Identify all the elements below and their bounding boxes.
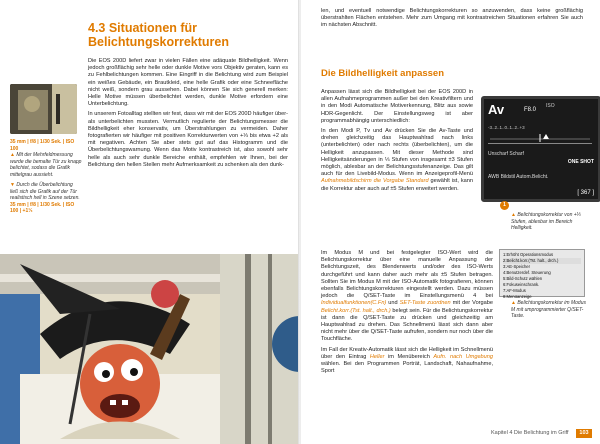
menu-item-2: 2:Belicht.korr.(Tst. halt., drch.): [503, 258, 581, 264]
right-lower-text: [321, 250, 493, 378]
right-intro-text: len, und eventuell notwendige Belichtungskorrekturen so anzuwenden, dass keine großflächig überstrahlten Flächen entstehen. Mehr zum Umgang mit kontrastreichen Situationen erfahren Sie auch im nächsten Abschnitt.: [321, 8, 583, 29]
caption-2-text: Durch die Überbelichtung ließ sich die Grafik auf der Tür realistisch hell in Szene setzen.: [10, 182, 80, 202]
camera-af-mode: ONE SHOT: [567, 159, 594, 165]
menu-item-7: 7:AF-Modus: [503, 288, 526, 293]
camera-focus-labels: Unscharf Scharf: [488, 151, 524, 157]
menu-caption: ▲ Belichtungskorrektur im Modus M mit umprogrammierter Q/SET-Taste.: [511, 300, 586, 320]
caption-1-text: Mit der Mehrfeldmessung wurde die bemalte Tür zu knapp belichtet, sodass die Grafik mittelgrau aussieht.: [10, 152, 82, 178]
exposure-scale-text: -3..2..1..0..1..2..+3: [488, 125, 525, 130]
right-paragraph-2: In den Modi P, Tv und Av drücken Sie die Av-Taste und drehen gleichzeitig das Hauptwahlrad nach links (unterbelichten) oder nach rechts (überbelichten), um die Helligkeit anzupassen. Mit dieser Methode sind Helligkeitsänderungen in ⅓ Stufen von insgesamt ±3 Stufen möglich, ablesbar an der Belichtungsstufenanzeige. Das gilt auch für den Livebild-Modus. Wenn im Anzeigeprofil-Menü Aufnahmebildschirm die Vorgabe Standard gewählt ist, kann die Korrektur aber auch auf ±5 Stufen erweitert werden.: [321, 128, 473, 192]
callout-badge: 1: [500, 201, 509, 210]
caption-1-exif: 35 mm | f/8 | 1/30 Sek. | ISO 100: [10, 139, 75, 152]
menu-item-8: 8:Menüanzeige: [503, 294, 532, 299]
right-paragraph-3: Im Modus M und bei festgelegter ISO-Wert wird die Belichtungskorrektur über eine manuelle Anpassung der Belichtungszeit, des Blendenwerts und/oder des ISO-Werts durchgeführt und kann daher auch mehr als ±5 Stufen betragen. Sollten Sie im Modus M mit der ISO-Automatik fotografieren, können ebenfalls Belichtungskorrekturen eingestellt werden. Dazu müssen jedoch die Q/SET-Taste im Einstellungsmenü 4 bei Individualfunktionen(C.Fn) und SET-Taste zuordnen mit der Vorgabe Belicht.korr.(Tst. halt., drch.) belegt sein. Für die Belichtungskorrektur ist dann die Q/SET-Taste zu drücken und gleichzeitig am Hauptwahlrad zu drehen. Das Schnellmenü lässt sich dann aber nicht mehr über die Q/SET-Taste aufrufen, sondern nur noch über die Touchfläche.: [321, 250, 494, 343]
left-page: [0, 0, 299, 444]
page-number: 103: [576, 429, 592, 438]
caption-2-exif: 35 mm | f/8 | 1/30 Sek. | ISO 100 | +1⅓: [10, 201, 75, 215]
menu-item-6: 6:Fokuseinschrank.: [503, 282, 540, 287]
camera-mode-av: Av: [488, 102, 505, 117]
subheading: Die Bildhelligkeit anpassen: [321, 68, 445, 79]
left-paragraph-1: Die EOS 200D liefert zwar in vielen Fällen eine adäquate Bildhelligkeit. Wenn jedoch großflächig sehr helle oder dunkle Motive vors Objektiv geraten, kann es zu Fehlbelichtungen kommen. Eine Eingriff in die Belichtung wird zum Beispiel ein weißes Gebäude, ein Brautkleid, eine helle Grafik oder eine Schneefläche nicht weiß, sondern grau aussehen. Dabei können Sie sich generell merken: Helle Motive müssen überbelichtet werden, dunkle Motive erfordern eine Unterbelichtung.: [88, 58, 288, 108]
camera-iso-label: ISO: [546, 103, 555, 109]
right-paragraph-4: Im Fall der Kreativ-Automatik lässt sich die Helligkeit im Schnellmenü über den Eintrag Heller im Menübereich Aufn. nach Umgebung wählen. Bei den Programmen Porträt, Landschaft, Nahaufnahme, Sport: [321, 346, 493, 375]
camera-quick-control-screen: [481, 96, 600, 202]
arrow-up-icon: ▲: [511, 212, 516, 218]
camera-caption: ▲ Belichtungskorrektur von +⅓ Stufen, ablesbar im Bereich Helligkeit.: [511, 212, 581, 232]
arrow-up-icon: ▲: [10, 152, 15, 159]
graffiti-illustration: [0, 254, 299, 444]
menu-item-3: 3:AE-Speicher: [503, 264, 530, 269]
right-page: [301, 0, 600, 444]
left-paragraph-2: In unserem Fotoalltag stellten wir fest, dass wir mit der EOS 200D häufiger über- als unterbelichten mussten. Vermutlich regulierte der Belichtungsmesser die Bildhelligkeit eher konservativ, um Überstrahlungen zu vermeiden. Daher fotografierten wir häufiger mit positiven Korrekturwerten von +⅓ bis etwa +2 als mit negativen. Achten Sie aber stets gut auf das Histogramm und die Überbelichtungswarnung. Wenn das Motiv kontrastreich ist, also sowohl sehr helle als auch sehr dunkle Bereiche enthält, empfehlen wir Ihnen, bei der Belichtung den hellen Stellen mehr Aufmerksamkeit zu schenken als den dunk-: [88, 111, 288, 168]
right-col-text: [321, 89, 473, 196]
arrow-up-icon: ▲: [511, 300, 516, 306]
camera-bottom-row: AWB Bildstil Autom.Belicht.: [488, 174, 549, 180]
camera-shot-count: [ 367 ]: [577, 190, 594, 196]
photo-overexposed-door-graffiti: [0, 254, 299, 444]
menu-item-4: 4:Benutzerdef. Steuerung: [503, 270, 551, 275]
right-paragraph-1: Anpassen lässt sich die Bildhelligkeit bei der EOS 200D in allen Aufnahmeprogrammen außer bei den Kreativfiltern und in den Modi Automatische Motiverkennung, Blitz aus sowie HDR-Gegenlicht. Der Einstellungsweg ist aber programmabhängig unterschiedlich:: [321, 89, 473, 124]
exposure-scale: [488, 125, 592, 144]
menu-item-5: 5:Bild-Schutz wählen: [503, 276, 543, 281]
camera-f-value: F8.0: [524, 107, 537, 113]
right-intro: [321, 8, 583, 33]
caption-2: [10, 182, 82, 215]
left-body: [88, 58, 288, 172]
exposure-scale-ticks: [488, 125, 592, 143]
caption-1: [10, 139, 82, 179]
arrow-down-icon: ▼: [10, 182, 15, 188]
cfn-menu-screen: [499, 249, 585, 297]
menu-item-1: 1:Erhöht Operationsmodus: [503, 252, 554, 257]
section-title: 4.3 Situationen für Belichtungskorrekturen: [88, 21, 230, 49]
photo-underexposed-door: [10, 84, 77, 134]
footer-chapter: Kapitel 4 Die Belichtung im Griff: [491, 430, 569, 436]
photo-art: [10, 84, 77, 134]
